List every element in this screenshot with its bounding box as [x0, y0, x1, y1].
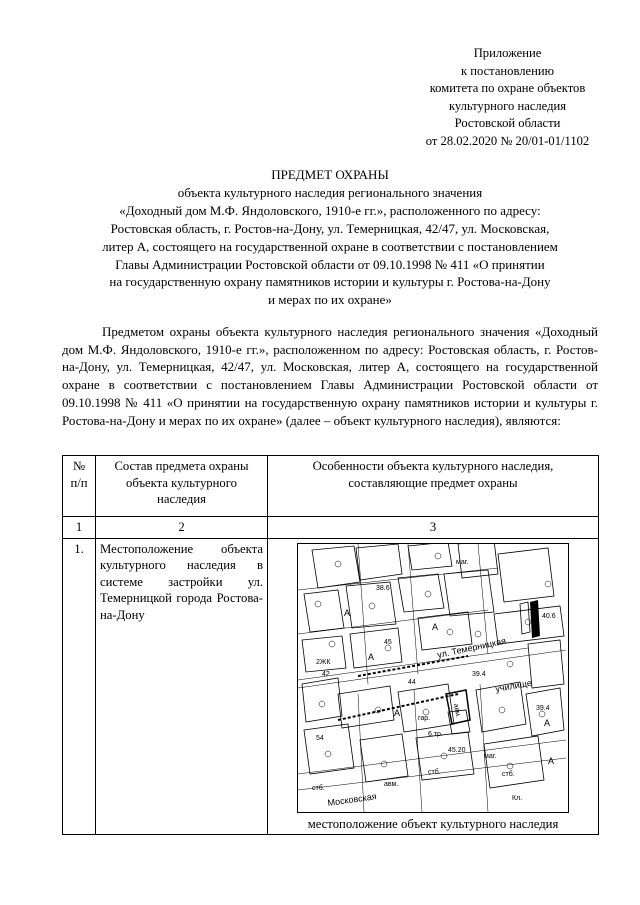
map-label: гар.: [418, 714, 431, 722]
title-heading: ПРЕДМЕТ ОХРАНЫ: [271, 167, 389, 182]
map-label: 38.6: [376, 584, 390, 592]
map-label: А: [368, 651, 375, 662]
map-label: маг.: [456, 558, 469, 566]
header-features: Особенности объекта культурного наследия, составляющие предмет охраны: [268, 456, 599, 517]
title-line: объекта культурного наследия регионального значения: [177, 184, 483, 200]
location-map: [297, 543, 569, 813]
map-label: Кл.: [512, 794, 523, 802]
map-label: А: [432, 621, 439, 632]
map-label: 40.6: [542, 612, 556, 620]
appendix-line: комитета по охране объектов: [429, 81, 586, 96]
map-label: стб.: [428, 768, 441, 776]
header-number: № п/п: [63, 456, 96, 517]
map-label: 45: [384, 638, 392, 646]
map-label: 2ЖК: [316, 658, 331, 666]
column-number: 3: [268, 517, 599, 539]
title-line: литер А, состоящего на государственной охране в соответствии с постановлением: [102, 238, 558, 254]
table-numbering-row: [63, 517, 599, 539]
title-line: Ростовская область, г. Ростов-на-Дону, ул. Темерницкая, 42/47, ул. Московская,: [110, 220, 550, 236]
table-row: [63, 538, 599, 835]
map-label-street: ул. Темерницкая: [436, 635, 507, 660]
map-label: 39.4: [472, 670, 486, 678]
title-line: Главы Администрации Ростовской области от 09.10.1998 № 411 «О принятии: [115, 256, 545, 272]
table-header-row: [63, 456, 599, 517]
map-label: 54: [316, 734, 324, 742]
column-number: 2: [96, 517, 268, 539]
map-label: А: [544, 717, 551, 728]
map-caption: местоположение объект культурного наследия: [307, 816, 559, 831]
map-label: А: [548, 755, 555, 766]
map-label-street: Московская: [326, 790, 378, 808]
protection-subject-table: [62, 455, 599, 835]
map-label: 6.тр.: [428, 730, 443, 738]
row-number: 1.: [63, 538, 96, 835]
map-label: маг.: [484, 752, 497, 760]
map-label: 39.4: [536, 704, 550, 712]
appendix-line: культурного наследия: [448, 98, 567, 113]
map-svg: [298, 544, 566, 812]
map-label: А: [344, 607, 351, 618]
appendix-line: к постановлению: [460, 63, 555, 78]
map-label: стб.: [312, 784, 325, 792]
header-composition: Состав предмета охраны объекта культурного наследия: [96, 456, 268, 517]
intro-text: Предметом охраны объекта культурного наследия регионального значения «Доходный дом М.Ф. Яндоловского, 1910-е гг.», расположенном по адресу: Ростовская область, г. Ростов-на-Дону, ул. Темерницкая, 42/47, ул. Московская, литер А, состоящего на государственной охране в соответствии с постановлением Главы Администрации Ростовской области от 09.10.1998 № 411 «О принятии на государственную охрану памятников истории и культуры г. Ростова-на-Дону и мерах по их охране» (далее – объект культурного наследия), являются:: [62, 324, 598, 428]
row-features: [268, 538, 599, 835]
map-label: А: [394, 707, 401, 718]
appendix-line: от 28.02.2020 № 20/01-01/1102: [425, 133, 590, 148]
appendix-line: Ростовской области: [454, 116, 561, 131]
map-label: училище: [494, 677, 533, 694]
map-label: 42: [322, 670, 330, 678]
appendix-line: Приложение: [473, 46, 542, 60]
row-item: Местоположение объекта культурного наследия в системе застройки ул. Темерницкой города Ростова-на-Дону: [96, 538, 268, 835]
title-line: «Доходный дом М.Ф. Яндоловского, 1910-е гг.», расположенного по адресу:: [119, 202, 541, 218]
map-label: стб.: [502, 770, 515, 778]
map-label: 44: [408, 678, 416, 686]
document-title: [60, 166, 600, 309]
column-number: 1: [63, 517, 96, 539]
map-label: авм.: [452, 702, 462, 718]
intro-paragraph: [62, 323, 598, 429]
title-line: на государственную охрану памятников истории и культуры г. Ростова-на-Дону: [109, 274, 551, 290]
map-label: авм.: [384, 780, 399, 788]
appendix-block: [395, 45, 620, 151]
map-label: 45.20: [448, 746, 466, 754]
title-line: и мерах по их охране»: [268, 292, 392, 308]
